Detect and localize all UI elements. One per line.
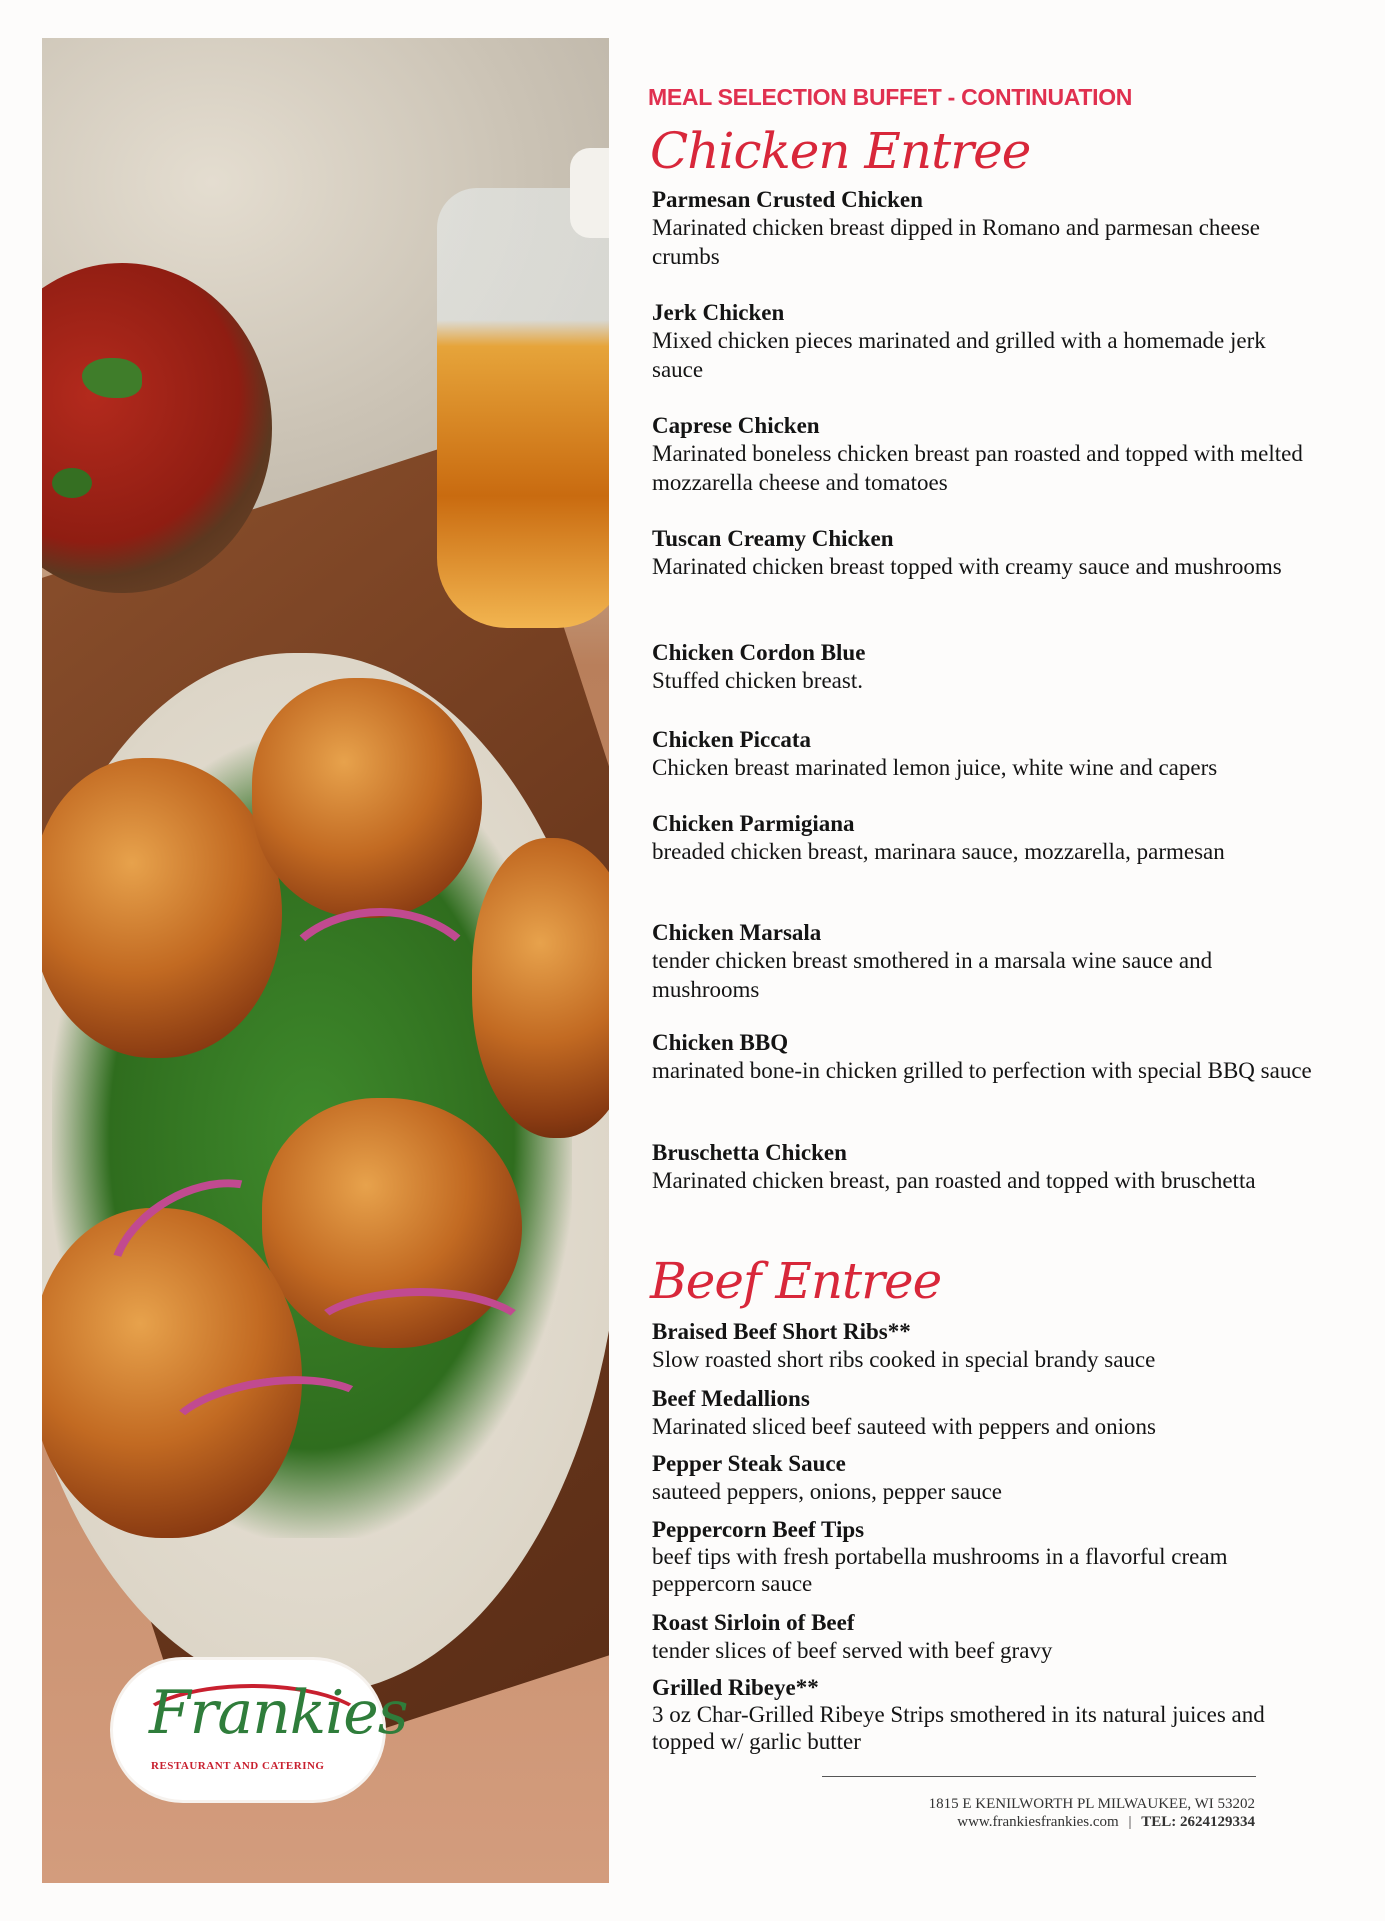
- menu-item: [652, 1029, 1312, 1085]
- menu-item: [652, 525, 1312, 581]
- beef-section-title: Beef Entree: [650, 1252, 942, 1310]
- menu-item: [652, 1318, 1312, 1374]
- menu-item-name: Peppercorn Beef Tips: [652, 1517, 865, 1542]
- menu-item-name: Roast Sirloin of Beef: [652, 1610, 855, 1635]
- website-link[interactable]: www.frankiesfrankies.com: [957, 1814, 1119, 1830]
- menu-item-desc: tender slices of beef served with beef gravy: [652, 1638, 1053, 1663]
- menu-item: [652, 1609, 1312, 1665]
- menu-item: [652, 1385, 1312, 1441]
- footer-contact: [957, 1814, 1255, 1831]
- red-onion: [272, 908, 488, 1074]
- logo-wordmark: Frankies: [149, 1678, 408, 1748]
- menu-item: [652, 412, 1312, 497]
- jar-stopper: [570, 148, 609, 238]
- menu-item: [652, 1450, 1312, 1506]
- menu-item-name: Chicken BBQ: [652, 1030, 789, 1055]
- menu-item-desc: Stuffed chicken breast.: [652, 668, 863, 693]
- menu-item: [652, 810, 1312, 866]
- menu-item-name: Beef Medallions: [652, 1386, 810, 1411]
- menu-item-desc: Marinated chicken breast topped with creamy sauce and mushrooms: [652, 554, 1282, 579]
- menu-item: [652, 299, 1312, 384]
- menu-item: [652, 1674, 1312, 1755]
- menu-item-desc: Marinated sliced beef sauteed with peppers and onions: [652, 1414, 1156, 1439]
- footer-address: 1815 E KENILWORTH PL MILWAUKEE, WI 53202: [928, 1796, 1255, 1812]
- menu-item-name: Caprese Chicken: [652, 413, 820, 438]
- honey-jar: [437, 188, 609, 628]
- menu-item-desc: Marinated chicken breast dipped in Romano and parmesan cheese crumbs: [652, 215, 1260, 269]
- menu-item-name: Pepper Steak Sauce: [652, 1451, 846, 1476]
- menu-item: [652, 639, 1312, 695]
- menu-item-desc: breaded chicken breast, marinara sauce, mozzarella, parmesan: [652, 839, 1225, 864]
- menu-item: [652, 919, 1312, 1004]
- menu-item: [652, 1516, 1312, 1597]
- menu-item-desc: beef tips with fresh portabella mushrooms in a flavorful cream peppercorn sauce: [652, 1544, 1228, 1596]
- menu-item-name: Chicken Marsala: [652, 920, 822, 945]
- menu-item-desc: Chicken breast marinated lemon juice, white wine and capers: [652, 755, 1218, 780]
- herb-garnish: [52, 468, 92, 498]
- menu-item-name: Parmesan Crusted Chicken: [652, 187, 923, 212]
- menu-item-name: Bruschetta Chicken: [652, 1140, 847, 1165]
- menu-item: [652, 186, 1312, 271]
- menu-item: [652, 726, 1312, 782]
- menu-item-desc: Marinated boneless chicken breast pan roasted and topped with melted mozzarella cheese and tomatoes: [652, 441, 1303, 495]
- footer-separator: |: [1128, 1814, 1132, 1830]
- menu-item-name: Tuscan Creamy Chicken: [652, 526, 894, 551]
- menu-item-name: Braised Beef Short Ribs**: [652, 1319, 911, 1344]
- logo-tagline: RESTAURANT AND CATERING: [151, 1760, 325, 1772]
- menu-item-desc: marinated bone-in chicken grilled to perfection with special BBQ sauce: [652, 1058, 1312, 1083]
- menu-item-desc: Slow roasted short ribs cooked in special brandy sauce: [652, 1347, 1156, 1372]
- frankies-logo: [113, 1660, 408, 1800]
- menu-item: [652, 1139, 1312, 1195]
- food-photo: [42, 38, 609, 1883]
- footer-divider: [822, 1776, 1256, 1777]
- menu-item-name: Chicken Piccata: [652, 727, 812, 752]
- menu-item-desc: Mixed chicken pieces marinated and grilled with a homemade jerk sauce: [652, 328, 1266, 382]
- chicken-section-title: Chicken Entree: [650, 122, 1031, 180]
- menu-item-desc: 3 oz Char-Grilled Ribeye Strips smothered in its natural juices and topped w/ garlic butter: [652, 1702, 1265, 1754]
- menu-item-desc: sauteed peppers, onions, pepper sauce: [652, 1479, 1002, 1504]
- menu-item-desc: Marinated chicken breast, pan roasted and topped with bruschetta: [652, 1168, 1256, 1193]
- red-onion: [302, 1288, 538, 1394]
- menu-item-name: Chicken Cordon Blue: [652, 640, 866, 665]
- phone-number: TEL: 2624129334: [1141, 1814, 1255, 1830]
- menu-item-name: Grilled Ribeye**: [652, 1675, 819, 1700]
- menu-item-desc: tender chicken breast smothered in a marsala wine sauce and mushrooms: [652, 948, 1213, 1002]
- menu-item-name: Jerk Chicken: [652, 300, 785, 325]
- menu-item-name: Chicken Parmigiana: [652, 811, 855, 836]
- menu-eyebrow: MEAL SELECTION BUFFET - CONTINUATION: [648, 84, 1133, 110]
